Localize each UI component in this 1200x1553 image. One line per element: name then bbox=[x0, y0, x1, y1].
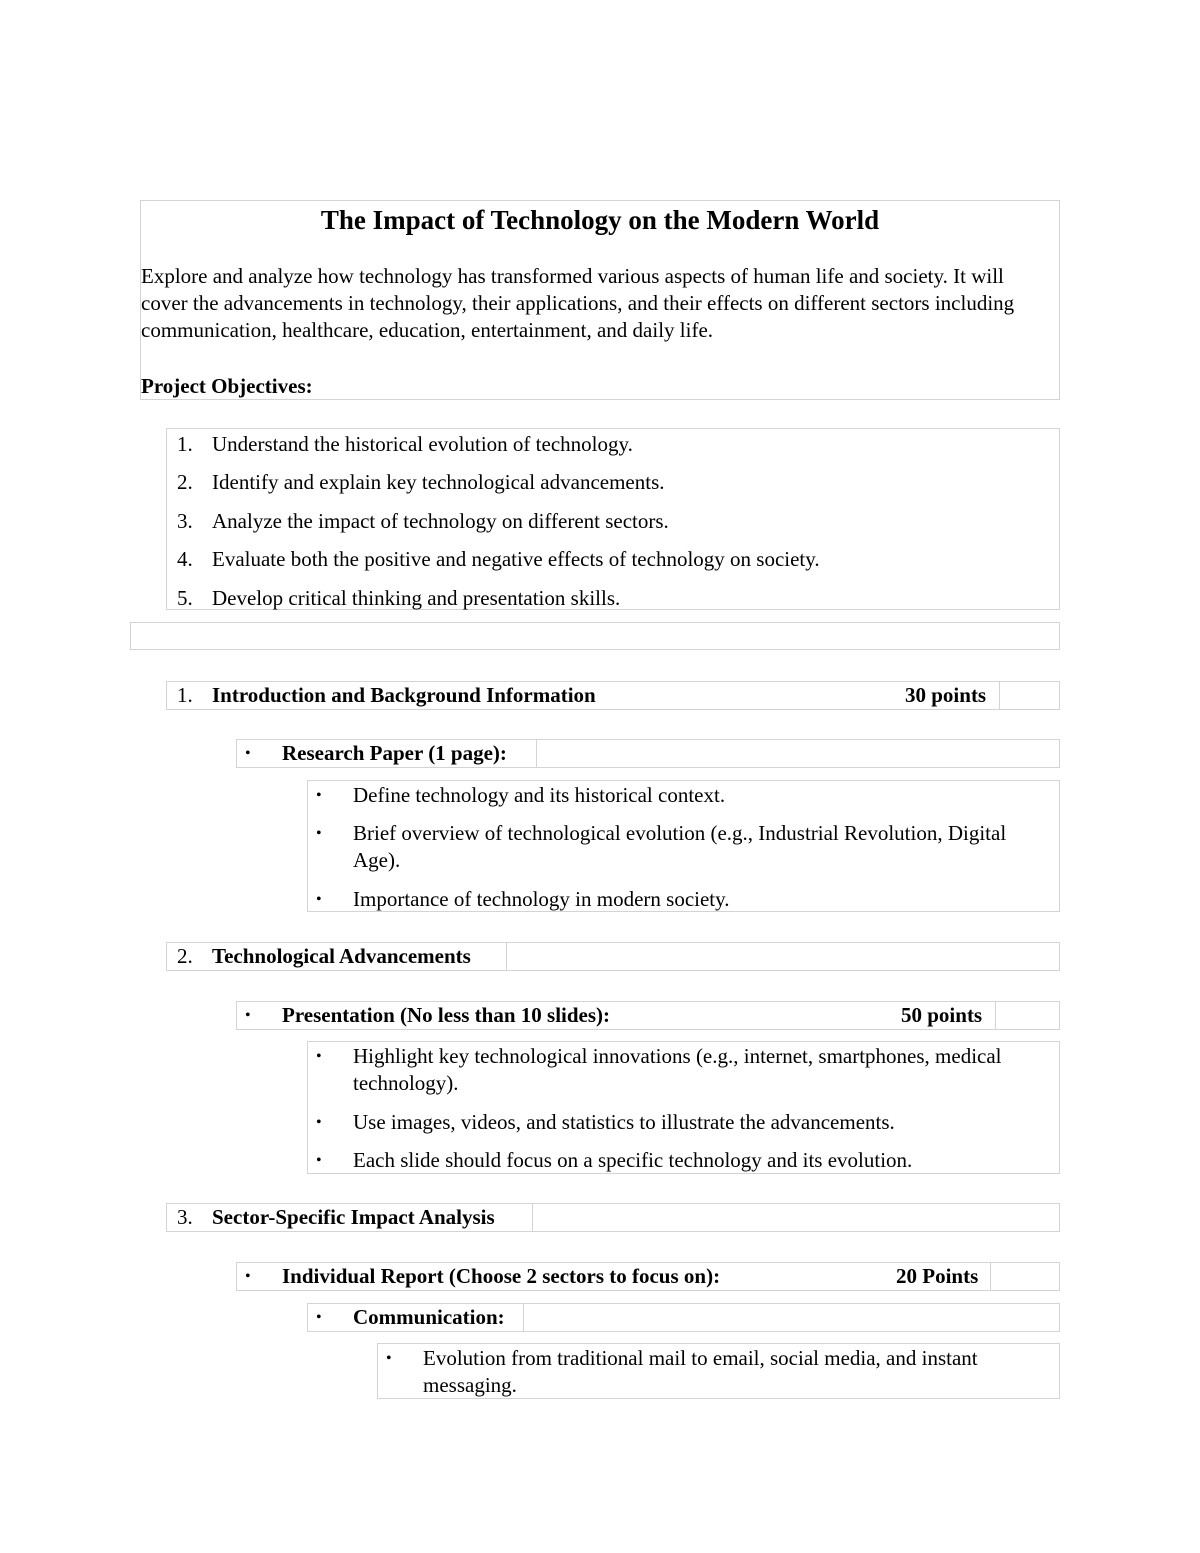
empty-table-row bbox=[130, 622, 1060, 650]
section-title: Sector-Specific Impact Analysis bbox=[212, 1205, 495, 1229]
section-heading: 2. Technological Advancements bbox=[166, 942, 1060, 971]
objective-text: Evaluate both the positive and negative effects of technology on society. bbox=[212, 547, 820, 571]
objective-text: Identify and explain key technological advancements. bbox=[212, 470, 665, 494]
subsection-heading bbox=[236, 1001, 1060, 1030]
points-label: 50 points bbox=[901, 1003, 983, 1027]
bullet-icon: • bbox=[316, 1114, 322, 1131]
subsection-heading bbox=[236, 739, 1060, 768]
intro-paragraph: Explore and analyze how technology has transformed various aspects of human life and society. It will cover the advancements in technology, their applications, and their effects on different sectors including communication, healthcare, education, entertainment, and daily life. bbox=[141, 264, 1015, 342]
objective-text: Analyze the impact of technology on different sectors. bbox=[212, 509, 669, 533]
bullet-icon: • bbox=[316, 1309, 322, 1326]
bullet-icon: • bbox=[245, 1007, 251, 1024]
cell-divider bbox=[506, 943, 507, 970]
section-title: Introduction and Background Information bbox=[212, 683, 596, 707]
subsection-title: Research Paper (1 page): bbox=[282, 741, 507, 765]
bullet-icon: • bbox=[316, 1152, 322, 1169]
bullet-icon: • bbox=[316, 825, 322, 842]
cell-divider bbox=[990, 1263, 991, 1290]
bullet-icon: • bbox=[316, 891, 322, 908]
cell-divider bbox=[995, 1002, 996, 1029]
section-heading: 1. Introduction and Background Information 30 points bbox=[166, 681, 1060, 710]
subsubsection-heading bbox=[307, 1303, 1060, 1332]
bullet-icon: • bbox=[386, 1350, 392, 1367]
section-title: Technological Advancements bbox=[212, 944, 471, 968]
objective-text: Understand the historical evolution of technology. bbox=[212, 432, 633, 456]
bullet-list: • Define technology and its historical context. • Brief overview of technological evolution (e.g., Industrial Revolution, Digital Age). • Importance of technology in modern society. bbox=[307, 780, 1060, 912]
page-title: The Impact of Technology on the Modern World bbox=[320, 205, 880, 235]
cell-divider bbox=[536, 740, 537, 767]
bullet-icon: • bbox=[245, 1268, 251, 1285]
bullet-icon: • bbox=[316, 787, 322, 804]
title-block bbox=[140, 200, 1060, 400]
objective-text: Develop critical thinking and presentation skills. bbox=[212, 586, 621, 610]
subsection-title: Presentation (No less than 10 slides): bbox=[282, 1003, 611, 1027]
bullet-list: • Evolution from traditional mail to email, social media, and instant messaging. bbox=[377, 1343, 1060, 1399]
objectives-list: 1. Understand the historical evolution of technology. 2. Identify and explain key technological advancements. 3. Analyze the impact of technology on different sectors. 4. Evaluate both the positive and negative effects of technology on society. 5. Develop critical thinking and presentation skills. bbox=[166, 428, 1060, 610]
cell-divider bbox=[999, 682, 1000, 709]
points-label: 30 points bbox=[905, 683, 987, 707]
points-label: 20 Points bbox=[896, 1264, 979, 1288]
bullet-icon: • bbox=[245, 745, 251, 762]
subsection-title: Individual Report (Choose 2 sectors to focus on): bbox=[282, 1264, 721, 1288]
cell-divider bbox=[532, 1204, 533, 1231]
cell-divider bbox=[523, 1304, 524, 1331]
section-heading: 3. Sector-Specific Impact Analysis bbox=[166, 1203, 1060, 1232]
objectives-heading: Project Objectives: bbox=[141, 374, 313, 398]
bullet-list: • Highlight key technological innovations (e.g., internet, smartphones, medical technology). • Use images, videos, and statistics to illustrate the advancements. • Each slide should focus on a specific technology and its evolution. bbox=[307, 1041, 1060, 1174]
subsubsection-title: Communication: bbox=[353, 1305, 505, 1329]
bullet-icon: • bbox=[316, 1048, 322, 1065]
subsection-heading bbox=[236, 1262, 1060, 1291]
